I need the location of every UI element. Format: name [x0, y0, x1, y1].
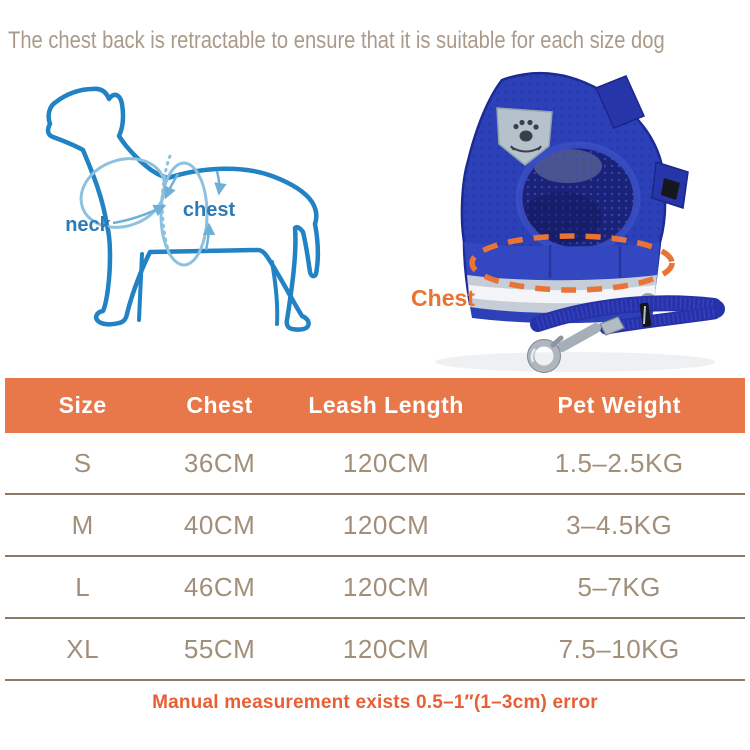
- cell-pet-weight: 5–7KG: [577, 571, 661, 602]
- table-row: [5, 495, 745, 557]
- cell-leash-length: 120CM: [342, 509, 430, 540]
- cell-leash-length: 120CM: [342, 571, 430, 602]
- table-row: [5, 557, 745, 619]
- dog-measurement-diagram: [20, 78, 350, 348]
- photo-shadow: [435, 352, 715, 372]
- cell-leash-length: 120CM: [342, 633, 430, 664]
- page-title: The chest back is retractable to ensure that it is suitable for each size dog: [8, 27, 665, 54]
- table-row: [5, 433, 745, 495]
- cell-size: XL: [66, 633, 100, 664]
- cell-size: L: [75, 571, 91, 602]
- cell-chest: 40CM: [183, 509, 256, 540]
- cell-pet-weight: 1.5–2.5KG: [554, 447, 684, 478]
- cell-pet-weight: 7.5–10KG: [558, 633, 680, 664]
- cell-pet-weight: 3–4.5KG: [566, 509, 673, 540]
- cell-size: S: [73, 447, 92, 478]
- column-header-pet-weight: Pet Weight: [557, 392, 681, 418]
- neck-arrow-icon: [113, 206, 164, 223]
- column-header-leash-length: Leash Length: [308, 392, 464, 418]
- size-chart-table: [5, 378, 745, 681]
- cell-leash-length: 120CM: [342, 447, 430, 478]
- chest-arrow-down-icon: [217, 171, 219, 193]
- photo-chest-label: Chest: [411, 285, 475, 311]
- harness-product-photo: [400, 66, 750, 381]
- cell-chest: 36CM: [183, 447, 256, 478]
- cell-chest: 55CM: [183, 633, 256, 664]
- measurement-error-note: Manual measurement exists 0.5–1″(1–3cm) error: [152, 692, 598, 713]
- column-header-size: Size: [58, 392, 107, 418]
- dog-far-legs: [139, 254, 277, 324]
- size-chart-header-row: [5, 378, 745, 433]
- cell-chest: 46CM: [183, 571, 256, 602]
- neck-label: neck: [65, 214, 111, 236]
- chest-label: chest: [182, 199, 236, 221]
- column-header-chest: Chest: [186, 392, 253, 418]
- table-row: [5, 619, 745, 681]
- cell-size: M: [71, 509, 94, 540]
